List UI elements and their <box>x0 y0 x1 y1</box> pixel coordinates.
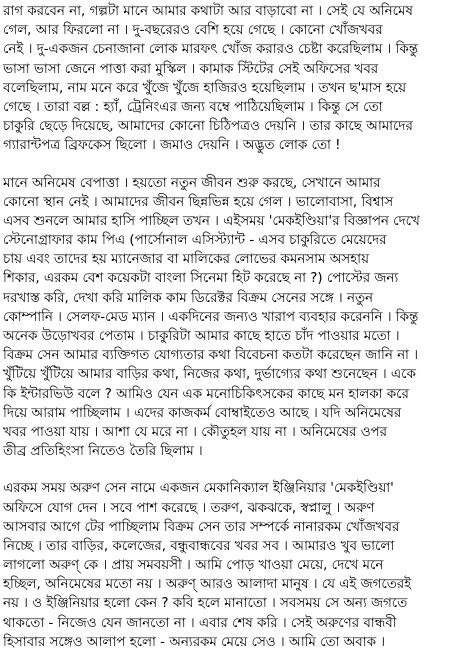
text-line: কোম্পানি । সেলফ-মেড ম্যান । একদিনের জন্যও খারাপ ব্যবহার করেননি । কিন্তু <box>3 309 419 325</box>
text-line: অনেক উড়োখবর পেতাম । চাকুরিটা আমার কাছে হাতে চাঁদ পাওয়ার মতো । <box>3 329 400 344</box>
text-line: আসবার আগে টের পাচ্ছিলাম বিক্রম সেন তার সম্পর্কে নানারকম খোঁজখবর <box>3 519 400 535</box>
text-line: কি ইন্টারভিউ বলে ? আমিও যেন এক মনোচিকিৎসকের কাছে মন হালকা করে <box>3 386 409 402</box>
paragraph-gap <box>3 156 455 174</box>
text-line: লাগলো অরুণ্ কে । প্রায় সমবয়সী । আমি পোড় খাওয়া মেয়ে, দেখে মনে <box>3 558 384 574</box>
text-line: তীব্র প্রতিহিংসা নিতেও তৈরি ছিলাম । <box>3 444 203 460</box>
text-line: দরখাস্ত করি, দেখা করি মালিক কাম ডিরেক্টর বিক্রম সেনের সঙ্গে । নতুন <box>3 290 373 306</box>
text-line: ভাসা ভাসা জেনে পাত্তা করা মুস্কিল । কামাক স্টিটের সেই অফিসের খবর <box>3 61 379 77</box>
paragraph-gap <box>3 461 455 479</box>
text-line: খবর পাওয়া যায় । আশা যে মরে না । কৌতুহল যায় না । অনিমেষের ওপর <box>3 424 388 440</box>
text-line: নেই । দু-একজন চেনাজানা লোক মারফৎ খোঁজ করারও চেষ্টা করেছিলাম । কিন্তু <box>3 42 419 58</box>
text-line: মানে অনিমেষ বেপাত্তা । হয়তো নতুন জীবন শুরু করছে, সেখানে আমার <box>3 175 381 191</box>
text-line: গ্যারান্টপত্র ব্রিফকেস ছিলো । জমাও দেয়নি । অদ্ভুত লোক তো ! <box>3 138 341 154</box>
text-line: হিসাবার সঙ্গেও আলাপ হলো - অন্যরকম মেয়ে সেও । আমি তো অবাক । <box>3 634 386 650</box>
text-line: শিকার, এরকম বেশ কয়েকটা বাংলা সিনেমা হিট করেছে না ?) পোস্টের জন্য <box>3 271 399 287</box>
text-line: নিচ্ছে । তার বাড়ির, কলেজের, বন্ধুবান্ধবের খবর সব । আমারও খুব ভালো <box>3 538 395 554</box>
text-line: থাকতো - নিজেও যেন জানতো না । এবার শেষ করি । সেই অরুণের বান্ধবী <box>3 615 397 631</box>
text-line: চাকুরি ছেড়ে দিয়েছে, আমাদের কোনো চিঠিপত্রও দেয়নি । তার কাছে আমাদের <box>3 119 413 135</box>
text-line: কোনো স্থান নেই । আমাদের জীবন ছিন্নভিন্ন হয়ে গেল । ভালোবাসা, বিশ্বাস <box>3 194 394 210</box>
text-line: চায় এবং তাদের হয় ম্যানেজার বা মালিকের লোভের কমনসাম অসহায় <box>3 252 369 268</box>
text-line: অফিসে যোগ দেন । সবে পাশ করেছে । তরুণ, ঝকঝকে, স্বপ্নালু । অরুণ <box>3 500 375 516</box>
text-line: এরকম সময় অরুণ সেন নামে একজন মেকানিক্যাল ইঞ্জিনিয়ার 'মেকইণ্ডিয়া' <box>3 481 394 497</box>
text-line: বিক্রম সেন আমার ব্যক্তিগত যোগ্যতার কথা বিবেচনা কতটা করেছেন জানি না । <box>3 348 418 364</box>
document-page <box>3 2 455 652</box>
text-line: খুঁটিয়ে খুঁটিয়ে আমার বাড়ির কথা, নিজের কথা, দুর্ভাগ্যের কথা শুনেছেন । একে <box>3 367 416 383</box>
text-line: রাগ করবেন না, গল্পটা মানে আমার কথাটা আর বাড়াবো না । সেই যে অনিমেষ <box>3 4 413 19</box>
paragraph-2 <box>3 174 455 462</box>
text-line: বলেছিলাম, নাম মনে করে খুঁজে খুঁজে হাজিরও হয়েছিলাম । তখন ছ'মাস হয়ে <box>3 80 407 96</box>
paragraph-3 <box>3 479 455 652</box>
text-line: হচ্ছিল, অনিমেষের মতো নয় । অরুণ্ আরও আলাদা মানুষ । যে এই জগতেরই <box>3 577 412 593</box>
text-line: গেল, আর ফিরলো না । দু-বছরেরও বেশি হয়ে গেছে । কোনো খোঁজখবর <box>3 23 383 39</box>
paragraph-1 <box>3 2 455 156</box>
text-line: স্টেনোগ্রাফার কাম পিএ (পার্সোনাল এসিস্ট্যান্ট - এসব চাকুরিতে মেয়েদের <box>3 233 387 249</box>
text-line: দিয়ে আরাম পাচ্ছিলাম । এদের কাজকর্ম বোম্বাইতেও আছে । যদি অনিমেষের <box>3 405 402 421</box>
text-line: এসব শুনলে আমার হাসি পাচ্ছিল তখন । এইসময় 'মেকইণ্ডিয়া'র বিজ্ঞাপন দেখে <box>3 213 420 229</box>
text-line: গেছে । তারা বল্ল : হ্যাঁ, ট্রেনিংএর জন্য বম্বে পাঠিয়েছিলাম । কিন্তু সে তো <box>3 99 383 115</box>
text-line: নয় । ও ইঞ্জিনিয়ার হলো কেন ? কবি হলে মানাতো । সবসময় সে অন্য জগতে <box>3 596 408 612</box>
